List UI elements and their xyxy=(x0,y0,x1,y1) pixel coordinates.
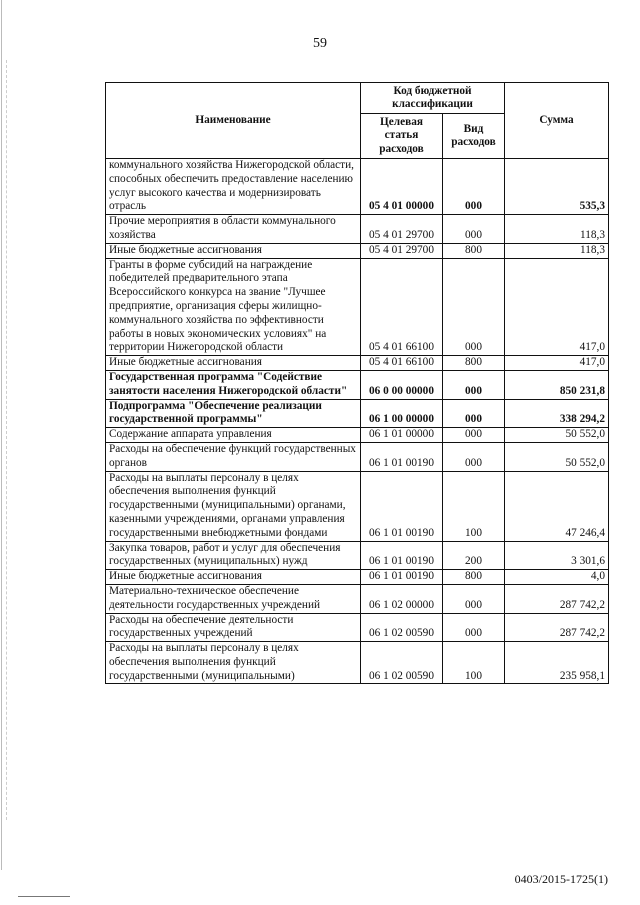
row-target-article: 06 0 00 00000 xyxy=(361,370,443,399)
header-target-article: Целевая статья расходов xyxy=(361,114,443,159)
row-name: Гранты в форме субсидий на награждение победителей предварительного этапа Всероссийского конкурса на звание "Лучшее предприятие, организация сферы жилищно-коммунального хозяйства по эффективности работы в новых экономических условиях" на территории Нижегородской области xyxy=(106,258,361,356)
row-amount: 417,0 xyxy=(505,356,609,371)
table-row xyxy=(106,570,609,585)
page-number: 59 xyxy=(313,36,327,51)
row-amount: 235 958,1 xyxy=(505,642,609,684)
row-expense-type: 100 xyxy=(443,642,505,684)
row-amount: 338 294,2 xyxy=(505,399,609,428)
table-row xyxy=(106,370,609,399)
row-target-article: 05 4 01 00000 xyxy=(361,159,443,215)
row-name: Подпрограмма "Обеспечение реализации государственной программы" xyxy=(106,399,361,428)
table-row xyxy=(106,428,609,443)
header-name: Наименование xyxy=(106,83,361,159)
row-name: Прочие мероприятия в области коммунального хозяйства xyxy=(106,215,361,244)
row-amount: 287 742,2 xyxy=(505,613,609,642)
table-row xyxy=(106,159,609,215)
row-expense-type: 000 xyxy=(443,442,505,471)
row-amount: 50 552,0 xyxy=(505,428,609,443)
row-target-article: 05 4 01 66100 xyxy=(361,356,443,371)
row-amount: 850 231,8 xyxy=(505,370,609,399)
row-expense-type: 000 xyxy=(443,370,505,399)
table-row xyxy=(106,215,609,244)
table-body xyxy=(106,159,609,684)
table-row xyxy=(106,471,609,541)
row-name: Материально-техническое обеспечение деятельности государственных учреждений xyxy=(106,584,361,613)
row-name: коммунального хозяйства Нижегородской области, способных обеспечить предоставление населению услуг высокого качества и модернизировать отрасль xyxy=(106,159,361,215)
budget-table xyxy=(105,82,609,684)
row-amount: 118,3 xyxy=(505,215,609,244)
row-target-article: 06 1 01 00000 xyxy=(361,428,443,443)
row-name: Содержание аппарата управления xyxy=(106,428,361,443)
table-row xyxy=(106,356,609,371)
row-target-article: 06 1 01 00190 xyxy=(361,442,443,471)
row-name: Иные бюджетные ассигнования xyxy=(106,356,361,371)
row-expense-type: 800 xyxy=(443,243,505,258)
row-target-article: 06 1 02 00590 xyxy=(361,613,443,642)
row-expense-type: 000 xyxy=(443,399,505,428)
row-target-article: 05 4 01 29700 xyxy=(361,243,443,258)
table-row xyxy=(106,541,609,570)
row-name: Расходы на обеспечение деятельности государственных учреждений xyxy=(106,613,361,642)
row-name: Расходы на выплаты персоналу в целях обеспечения выполнения функций государственными (муниципальными) xyxy=(106,642,361,684)
header-row xyxy=(106,83,609,114)
row-amount: 417,0 xyxy=(505,258,609,356)
row-target-article: 06 1 00 00000 xyxy=(361,399,443,428)
row-expense-type: 000 xyxy=(443,215,505,244)
table-row xyxy=(106,258,609,356)
row-amount: 4,0 xyxy=(505,570,609,585)
left-margin-dashes xyxy=(6,60,7,820)
row-amount: 535,3 xyxy=(505,159,609,215)
table-row xyxy=(106,613,609,642)
header-classification: Код бюджетной классификации xyxy=(361,83,505,114)
row-target-article: 06 1 01 00190 xyxy=(361,570,443,585)
row-expense-type: 800 xyxy=(443,356,505,371)
document-code: 0403/2015-1725(1) xyxy=(514,872,608,886)
table-row xyxy=(106,442,609,471)
row-expense-type: 000 xyxy=(443,584,505,613)
row-name: Расходы на выплаты персоналу в целях обеспечения выполнения функций государственными (муниципальными) органами, казенными учреждениями, органами управления государственными внебюджетными фондами xyxy=(106,471,361,541)
table-row xyxy=(106,399,609,428)
row-name: Иные бюджетные ассигнования xyxy=(106,243,361,258)
row-target-article: 06 1 02 00000 xyxy=(361,584,443,613)
row-name: Закупка товаров, работ и услуг для обеспечения государственных (муниципальных) нужд xyxy=(106,541,361,570)
row-expense-type: 000 xyxy=(443,428,505,443)
header-expense-type: Вид расходов xyxy=(443,114,505,159)
row-expense-type: 200 xyxy=(443,541,505,570)
table-row xyxy=(106,243,609,258)
row-name: Расходы на обеспечение функций государственных органов xyxy=(106,442,361,471)
row-target-article: 05 4 01 66100 xyxy=(361,258,443,356)
row-expense-type: 000 xyxy=(443,159,505,215)
row-name: Государственная программа "Содействие занятости населения Нижегородской области" xyxy=(106,370,361,399)
header-amount: Сумма xyxy=(505,83,609,159)
row-target-article: 06 1 02 00590 xyxy=(361,642,443,684)
row-target-article: 05 4 01 29700 xyxy=(361,215,443,244)
left-margin-rule xyxy=(1,0,2,870)
row-expense-type: 800 xyxy=(443,570,505,585)
bottom-left-rule xyxy=(18,896,70,897)
row-amount: 50 552,0 xyxy=(505,442,609,471)
row-target-article: 06 1 01 00190 xyxy=(361,541,443,570)
table-row xyxy=(106,584,609,613)
row-amount: 118,3 xyxy=(505,243,609,258)
row-expense-type: 000 xyxy=(443,613,505,642)
row-name: Иные бюджетные ассигнования xyxy=(106,570,361,585)
row-target-article: 06 1 01 00190 xyxy=(361,471,443,541)
row-amount: 287 742,2 xyxy=(505,584,609,613)
table-row xyxy=(106,642,609,684)
row-amount: 3 301,6 xyxy=(505,541,609,570)
row-expense-type: 100 xyxy=(443,471,505,541)
row-amount: 47 246,4 xyxy=(505,471,609,541)
row-expense-type: 000 xyxy=(443,258,505,356)
